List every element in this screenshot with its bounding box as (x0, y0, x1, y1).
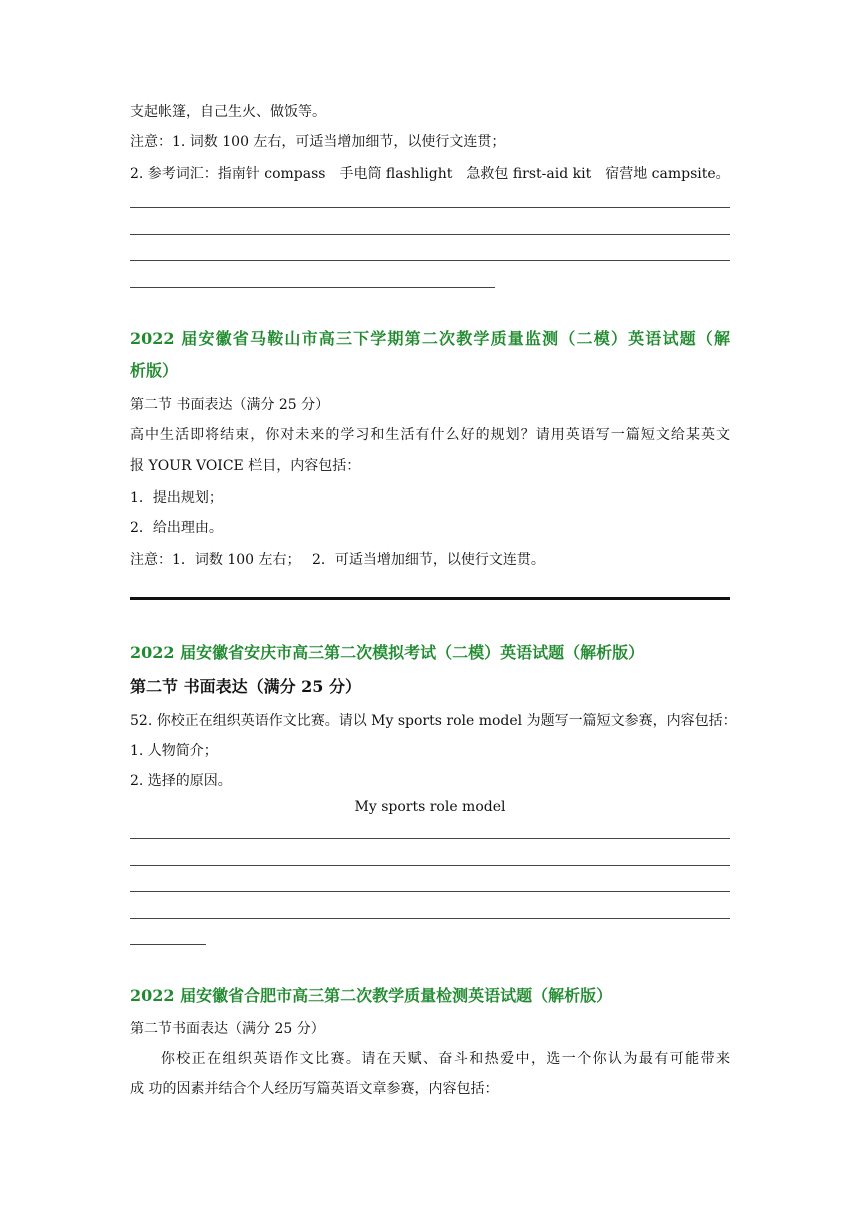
answer-line (130, 891, 730, 892)
answer-line (130, 234, 730, 235)
section-heading: 2022 届安徽省马鞍山市高三下学期第二次教学质量监测（二模）英语试题（解 (130, 329, 730, 348)
answer-line (130, 918, 730, 919)
list-item: 2. 选择的原因。 (130, 773, 232, 789)
vocab-line: 2. 参考词汇：指南针 compass 手电筒 flashlight 急救包 first-aid kit 宿营地 campsite。 (130, 166, 730, 182)
answer-line (130, 865, 730, 866)
prompt-line: 52. 你校正在组织英语作文比赛。请以 My sports role model 为题写一篇短文参赛，内容包括： (130, 713, 737, 729)
prompt-line: 报 YOUR VOICE 栏目，内容包括： (130, 458, 361, 474)
prompt-line: 高中生活即将结束，你对未来的学习和生活有什么好的规划？请用英语写一篇短文给某英文 (130, 427, 730, 443)
section-subtitle: 第二节 书面表达（满分 25 分） (130, 397, 330, 413)
prompt-line: 成 功的因素并结合个人经历写篇英语文章参赛，内容包括： (130, 1081, 499, 1097)
section-heading: 2022 届安徽省安庆市高三第二次模拟考试（二模）英语试题（解析版） (130, 643, 645, 662)
section-heading: 2022 届安徽省合肥市高三第二次教学质量检测英语试题（解析版） (130, 986, 613, 1005)
answer-line (130, 207, 730, 208)
text-line: 支起帐篷，自己生火、做饭等。 (130, 104, 326, 120)
section-subtitle: 第二节书面表达（满分 25 分） (130, 1021, 325, 1037)
answer-line (130, 287, 495, 288)
prompt-line: 你校正在组织英语作文比赛。请在天赋、奋斗和热爱中，选一个你认为最有可能带来 (130, 1051, 730, 1067)
essay-title: My sports role model (354, 799, 506, 815)
divider (130, 597, 730, 600)
section-subtitle: 第二节 书面表达（满分 25 分） (130, 677, 361, 696)
list-item: 1. 人物简介； (130, 743, 218, 759)
answer-line (130, 260, 730, 261)
list-item: 1．提出规划； (130, 490, 223, 506)
note-line: 注意：1. 词数 100 左右，可适当增加细节，以使行文连贯； (130, 134, 506, 150)
section-heading-cont: 析版） (130, 361, 179, 380)
answer-line (130, 838, 730, 839)
note-line: 注意：1．词数 100 左右； 2．可适当增加细节，以使行文连贯。 (130, 552, 545, 568)
answer-line (130, 944, 206, 945)
list-item: 2．给出理由。 (130, 520, 223, 536)
